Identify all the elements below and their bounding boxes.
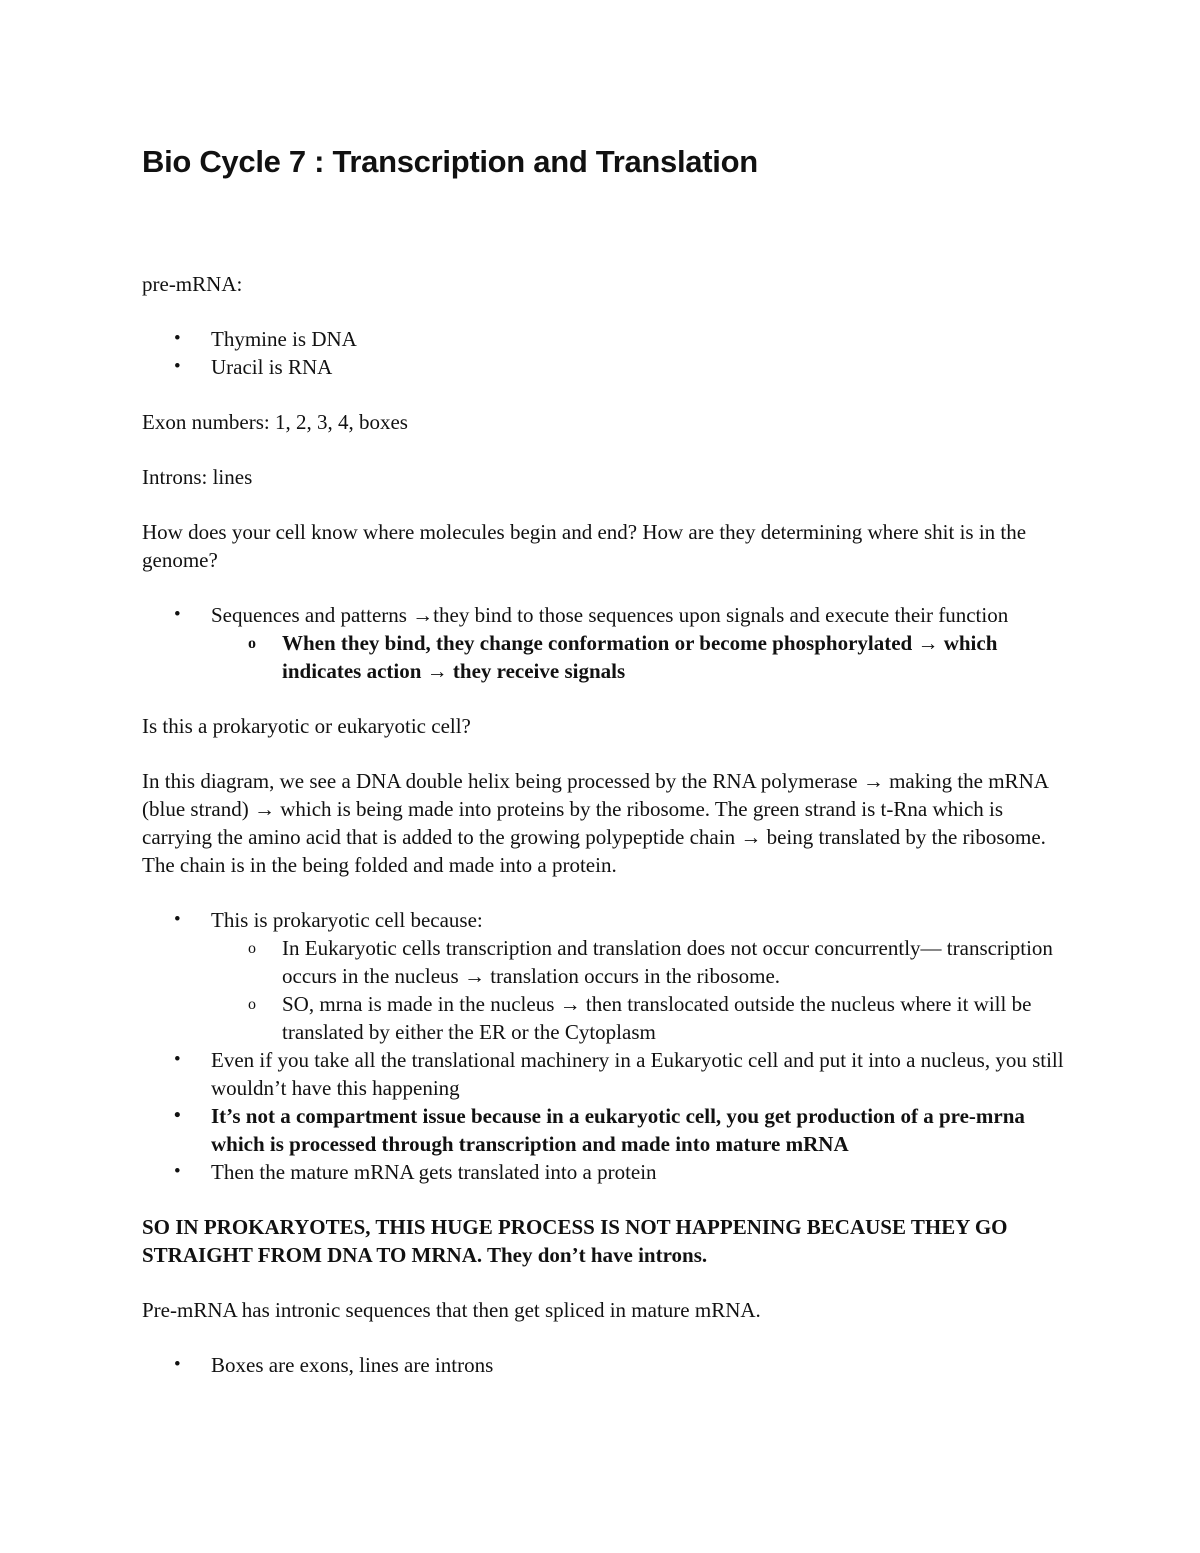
list-item-text: Thymine is DNA	[211, 327, 357, 351]
pre-mrna-heading: pre-mRNA:	[142, 272, 243, 296]
bullet-icon: •	[174, 1049, 181, 1070]
sub-list-item	[142, 934, 1072, 990]
sub-list-item-text: SO, mrna is made in the nucleus → then translocated outside the nucleus where it will be translated by either the ER or the Cytoplasm	[282, 992, 1032, 1044]
sub-list-item-text: When they bind, they change conformation or become phosphorylated → which indicates action → they receive signals	[282, 631, 998, 683]
sub-list-item-text: In Eukaryotic cells transcription and translation does not occur concurrently— transcription occurs in the nucleus → translation occurs in the ribosome.	[282, 936, 1053, 988]
spliced-sentence: Pre-mRNA has intronic sequences that then get spliced in mature mRNA.	[142, 1298, 761, 1322]
introns-line: Introns: lines	[142, 465, 253, 489]
list-item-text: Then the mature mRNA gets translated into a protein	[211, 1160, 657, 1184]
list-item	[142, 906, 1072, 934]
list-item-text: Boxes are exons, lines are introns	[211, 1353, 494, 1377]
signals-list	[142, 601, 1072, 685]
list-item	[142, 1102, 1072, 1158]
document-title: Bio Cycle 7 : Transcription and Translation	[142, 144, 758, 179]
prokaryotes-summary: SO IN PROKARYOTES, THIS HUGE PROCESS IS NOT HAPPENING BECAUSE THEY GO STRAIGHT FROM DNA TO MRNA. They don’t have introns.	[142, 1215, 1008, 1267]
sub-bullet-icon: o	[248, 635, 256, 652]
diagram-paragraph: In this diagram, we see a DNA double helix being processed by the RNA polymerase → making the mRNA (blue strand) → which is being made into proteins by the ribosome. The green strand is t-Rna which is carrying the amino acid that is added to the growing polypeptide chain → being translated by the ribosome. The chain is in the being folded and made into a protein.	[142, 769, 1048, 877]
bullet-icon: •	[174, 328, 181, 349]
bullet-icon: •	[174, 1161, 181, 1182]
list-item-text: This is prokaryotic cell because:	[211, 908, 483, 932]
list-item	[142, 325, 1072, 353]
sub-bullet-icon: o	[248, 996, 256, 1013]
list-item	[142, 1046, 1072, 1102]
sub-list-item	[142, 990, 1072, 1046]
document-body	[142, 270, 1072, 1379]
exon-numbers-line: Exon numbers: 1, 2, 3, 4, boxes	[142, 410, 408, 434]
genome-question: How does your cell know where molecules begin and end? How are they determining where shit is in the genome?	[142, 520, 1027, 572]
bullet-icon: •	[174, 604, 181, 625]
sub-list-item	[142, 629, 1072, 685]
bullet-icon: •	[174, 1105, 181, 1126]
list-item	[142, 1351, 1072, 1379]
list-item	[142, 353, 1072, 381]
list-item-text: It’s not a compartment issue because in a eukaryotic cell, you get production of a pre-mrna which is processed through transcription and made into mature mRNA	[211, 1104, 1025, 1156]
exons-list	[142, 1351, 1072, 1379]
bases-list	[142, 325, 1072, 381]
list-item-text: Sequences and patterns →they bind to those sequences upon signals and execute their function	[211, 603, 1009, 627]
bullet-icon: •	[174, 909, 181, 930]
list-item-text: Even if you take all the translational machinery in a Eukaryotic cell and put it into a nucleus, you still wouldn’t have this happening	[211, 1048, 1064, 1100]
cell-type-question: Is this a prokaryotic or eukaryotic cell?	[142, 714, 471, 738]
bullet-icon: •	[174, 356, 181, 377]
bullet-icon: •	[174, 1354, 181, 1375]
sub-bullet-icon: o	[248, 940, 256, 957]
prokaryotic-list	[142, 906, 1072, 1186]
list-item	[142, 1158, 1072, 1186]
list-item-text: Uracil is RNA	[211, 355, 333, 379]
list-item	[142, 601, 1072, 629]
